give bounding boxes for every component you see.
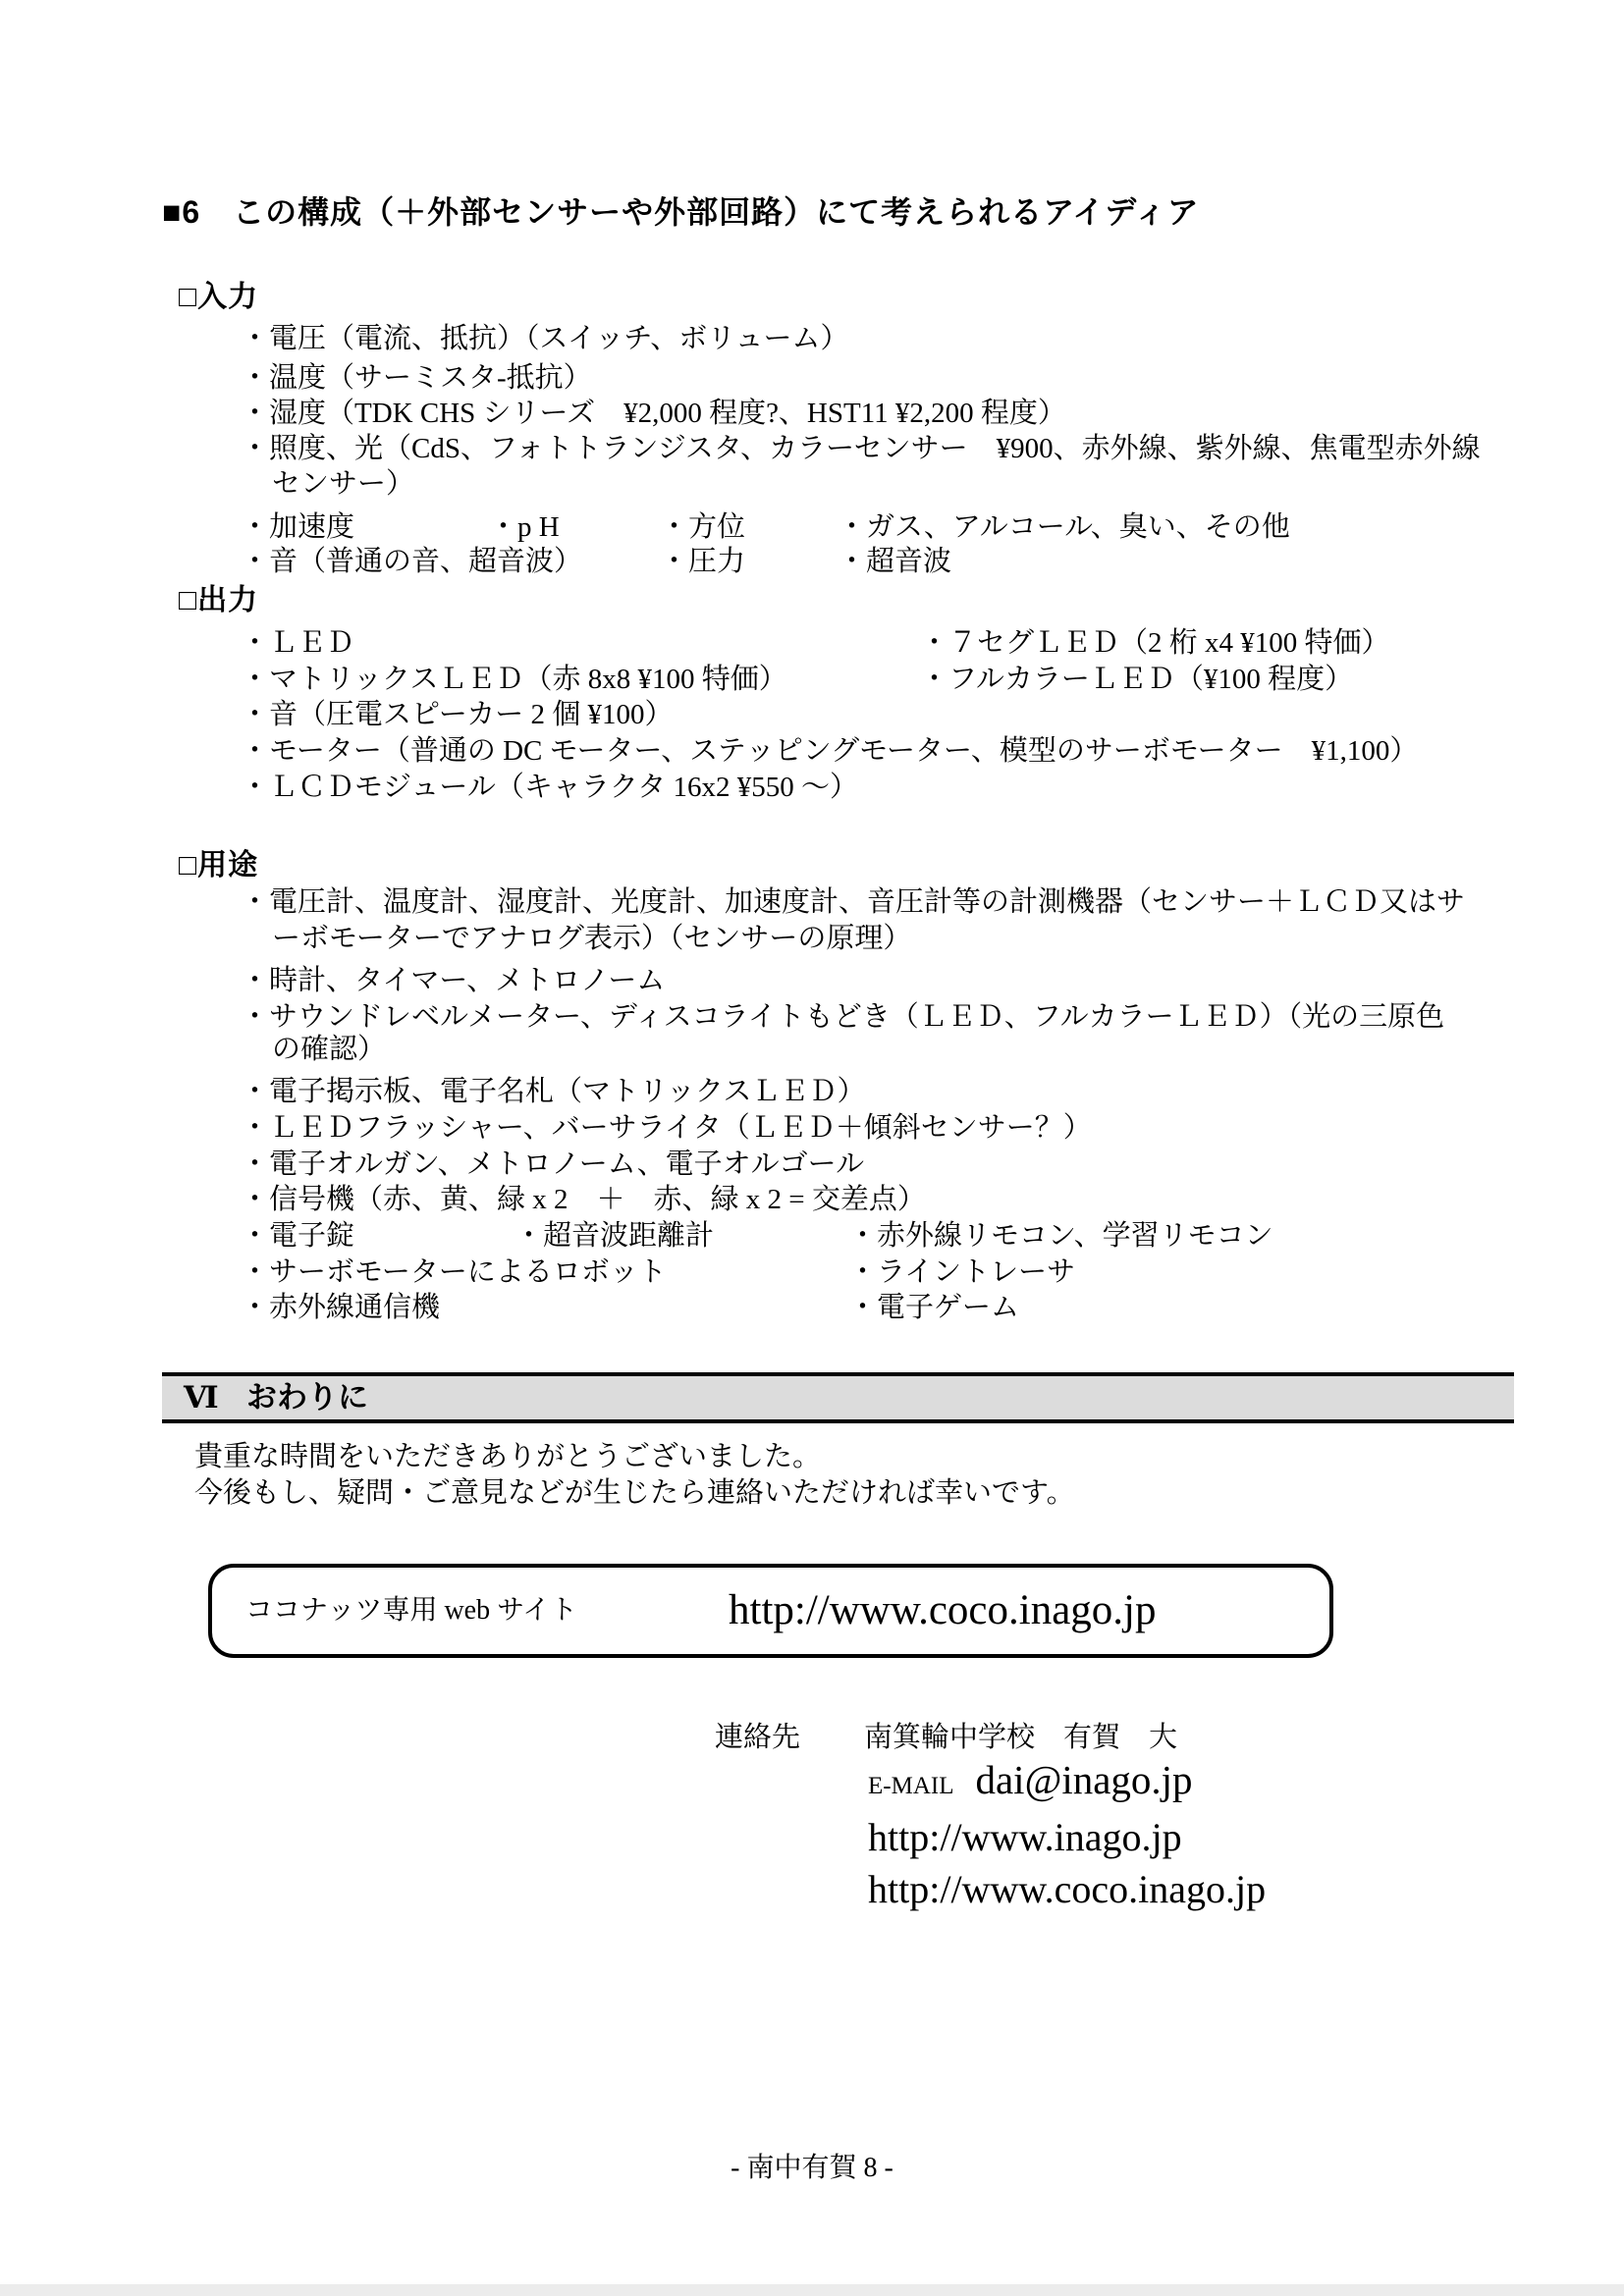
uses-row-2: [0, 1254, 1624, 1291]
contact-email-line: [868, 1756, 1193, 1803]
list-item-led-flasher: ・ＬＥＤフラッシャー、バーサライタ（ＬＥＤ＋傾斜センサー？）: [241, 1112, 1092, 1144]
website-box-label: ココナッツ専用 web サイト: [245, 1595, 578, 1626]
list-item-line-tracer: ・ライントレーサ: [848, 1256, 1076, 1288]
list-item-ultrasonic-rangefinder: ・超音波距離計: [514, 1220, 715, 1252]
list-item-sound: ・音（普通の音、超音波）: [241, 546, 583, 577]
email-address: dai@inago.jp: [975, 1757, 1193, 1802]
page-footer: - 南中有賀 8 -: [731, 2153, 893, 2183]
list-item-motor: ・モーター（普通の DC モーター、ステッピングモーター、模型のサーボモーター ¥1,100）: [241, 735, 1419, 767]
list-item-ir-communicator: ・赤外線通信機: [241, 1292, 441, 1323]
scan-edge-artifact: [0, 2284, 1624, 2296]
uses-row-1: [0, 1217, 1624, 1255]
output-row-matrix: [0, 661, 1624, 698]
list-item-signboard: ・電子掲示板、電子名札（マトリックスＬＥＤ）: [241, 1076, 866, 1107]
list-item-electronic-game: ・電子ゲーム: [848, 1292, 1020, 1323]
contact-label: 連絡先: [715, 1722, 801, 1753]
section-heading-ending: おわりに: [246, 1380, 368, 1415]
list-item-acceleration: ・加速度: [241, 511, 355, 543]
contact-url-inago: http://www.inago.jp: [868, 1815, 1182, 1859]
contact-url-coco-inago: http://www.coco.inago.jp: [868, 1867, 1267, 1911]
list-item-humidity: ・湿度（TDK CHS シリーズ ¥2,000 程度?、HST11 ¥2,200 程度）: [241, 398, 1066, 429]
input-row-sensors-2: [0, 543, 1624, 580]
contact-name: 南箕輪中学校 有賀 大: [864, 1722, 1178, 1753]
website-box-url: http://www.coco.inago.jp: [729, 1587, 1157, 1633]
list-item-traffic-light: ・信号機（赤、黄、緑 x 2 ＋ 赤、緑 x 2 = 交差点）: [241, 1184, 926, 1215]
list-item-7seg-led: ・７セグＬＥＤ（2 桁 x4 ¥100 特価）: [920, 627, 1390, 659]
section-heading-uses: □用途: [179, 849, 259, 881]
uses-row-3: [0, 1289, 1624, 1326]
website-box: [208, 1564, 1333, 1658]
list-item-voltage: ・電圧（電流、抵抗）（スイッチ、ボリューム）: [241, 323, 849, 354]
page-title: ■6 この構成（＋外部センサーや外部回路）にて考えられるアイディア: [162, 194, 1200, 230]
list-item-electronic-lock: ・電子錠: [241, 1220, 355, 1252]
email-label: E-MAIL: [868, 1773, 954, 1799]
list-item-temperature: ・温度（サーミスタ-抵抗）: [241, 362, 592, 394]
list-item-servo-robot: ・サーボモーターによるロボット: [241, 1256, 667, 1288]
input-row-sensors-1: [0, 508, 1624, 546]
list-item-meters-wrap: ーボモーターでアナログ表示）（センサーの原理）: [272, 923, 912, 954]
section-number-roman: Ⅵ: [184, 1380, 219, 1415]
section-heading-output: □出力: [179, 584, 259, 616]
list-item-light: ・照度、光（CdS、フォトトランジスタ、カラーセンサー ¥900、赤外線、紫外線、焦電型赤外線: [241, 433, 1481, 464]
list-item-light-wrap: センサー）: [272, 468, 415, 500]
output-row-led: [0, 624, 1624, 662]
list-item-fullcolor-led: ・フルカラーＬＥＤ（¥100 程度）: [920, 664, 1354, 695]
list-item-soundlevel-wrap: の確認）: [272, 1034, 387, 1065]
list-item-direction: ・方位: [660, 511, 746, 543]
ending-paragraph-1: 貴重な時間をいただきありがとうございました。: [194, 1441, 822, 1472]
section-heading-input: □入力: [179, 281, 259, 313]
list-item-led: ・ＬＥＤ: [241, 627, 355, 659]
list-item-organ: ・電子オルガン、メトロノーム、電子オルゴール: [241, 1148, 865, 1180]
section-bar-ending: [162, 1372, 1514, 1423]
list-item-matrix-led: ・マトリックスＬＥＤ（赤 8x8 ¥100 特価）: [241, 664, 787, 695]
ending-paragraph-2: 今後もし、疑問・ご意見などが生じたら連絡いただければ幸いです。: [194, 1477, 1075, 1509]
list-item-ir-remote: ・赤外線リモコン、学習リモコン: [848, 1220, 1273, 1252]
list-item-gas: ・ガス、アルコール、臭い、その他: [838, 511, 1290, 543]
list-item-ph: ・p H: [489, 511, 560, 543]
list-item-meters: ・電圧計、温度計、湿度計、光度計、加速度計、音圧計等の計測機器（センサー＋ＬＣＤ又はサ: [241, 886, 1466, 918]
list-item-soundlevel: ・サウンドレベルメーター、ディスコライトもどき（ＬＥＤ、フルカラーＬＥＤ）（光の三原色: [241, 1001, 1445, 1033]
list-item-ultrasonic: ・超音波: [838, 546, 952, 577]
list-item-speaker: ・音（圧電スピーカー 2 個 ¥100）: [241, 699, 674, 730]
list-item-lcd-module: ・ＬＣＤモジュール（キャラクタ 16x2 ¥550 ～）: [241, 772, 859, 803]
list-item-pressure: ・圧力: [660, 546, 746, 577]
list-item-clock: ・時計、タイマー、メトロノーム: [241, 965, 666, 996]
